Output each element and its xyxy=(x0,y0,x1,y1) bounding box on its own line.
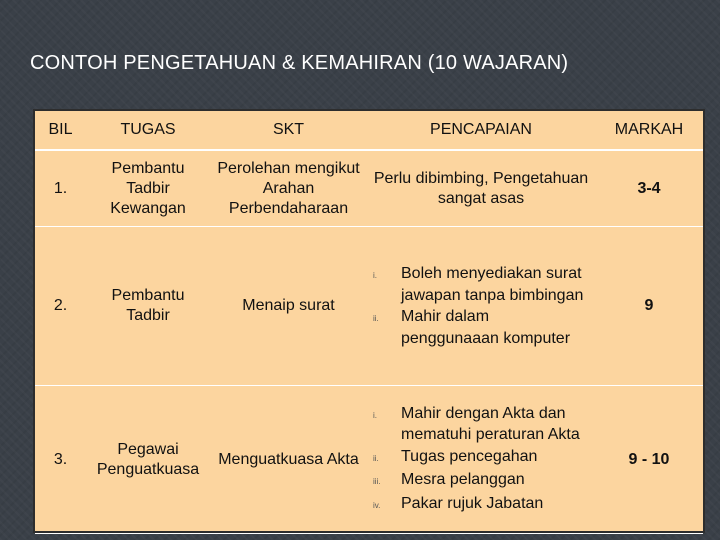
cell-bil: 1. xyxy=(35,150,86,227)
header-tugas: TUGAS xyxy=(86,111,210,150)
table-row xyxy=(35,150,703,227)
list-item-text: Tugas pencegahan xyxy=(401,447,538,465)
cell-markah: 3-4 xyxy=(595,150,703,227)
header-pencapaian: PENCAPAIAN xyxy=(367,111,595,150)
list-item xyxy=(371,263,591,306)
cell-markah: 9 - 10 xyxy=(595,386,703,534)
cell-pencapaian xyxy=(367,386,595,534)
list-item-text: Boleh menyediakan surat jawapan tanpa bimbingan xyxy=(401,265,584,304)
cell-pencapaian xyxy=(367,227,595,386)
table-header-row xyxy=(35,111,703,150)
cell-skt: Perolehan mengikut Arahan Perbendaharaan xyxy=(210,150,367,227)
list-item-text: Mahir dalam penggunaaan komputer xyxy=(401,308,571,347)
cell-tugas: Pembantu Tadbir xyxy=(86,227,210,386)
list-item-number: ii. xyxy=(373,453,379,463)
marks-table-grid xyxy=(35,111,703,534)
cell-pencapaian: Perlu dibimbing, Pengetahuan sangat asas xyxy=(367,150,595,227)
list-item xyxy=(371,446,591,470)
header-skt: SKT xyxy=(210,111,367,150)
pencapaian-list xyxy=(371,263,591,349)
list-item-text: Mesra pelanggan xyxy=(401,471,525,489)
cell-bil: 2. xyxy=(35,227,86,386)
list-item-number: iii. xyxy=(373,477,381,487)
slide-title: CONTOH PENGETAHUAN & KEMAHIRAN (10 WAJARAN) xyxy=(30,52,569,74)
cell-skt: Menaip surat xyxy=(210,227,367,386)
list-item-text: Mahir dengan Akta dan mematuhi peraturan Akta xyxy=(401,404,580,444)
list-item xyxy=(371,493,591,517)
list-item-number: i. xyxy=(373,410,377,420)
cell-markah: 9 xyxy=(595,227,703,386)
table-row xyxy=(35,386,703,534)
list-item-text: Pakar rujuk Jabatan xyxy=(401,494,544,512)
header-markah: MARKAH xyxy=(595,111,703,150)
marks-table xyxy=(33,109,705,533)
cell-skt: Menguatkuasa Akta xyxy=(210,386,367,534)
table-row xyxy=(35,227,703,386)
list-item xyxy=(371,403,591,446)
cell-tugas: Pembantu Tadbir Kewangan xyxy=(86,150,210,227)
list-item-number: iv. xyxy=(373,500,381,510)
pencapaian-list xyxy=(371,403,591,517)
list-item-number: i. xyxy=(373,271,377,280)
list-item xyxy=(371,469,591,493)
list-item-number: ii. xyxy=(373,314,379,323)
cell-tugas: Pegawai Penguatkuasa xyxy=(86,386,210,534)
header-bil: BIL xyxy=(35,111,86,150)
list-item xyxy=(371,306,591,349)
cell-bil: 3. xyxy=(35,386,86,534)
